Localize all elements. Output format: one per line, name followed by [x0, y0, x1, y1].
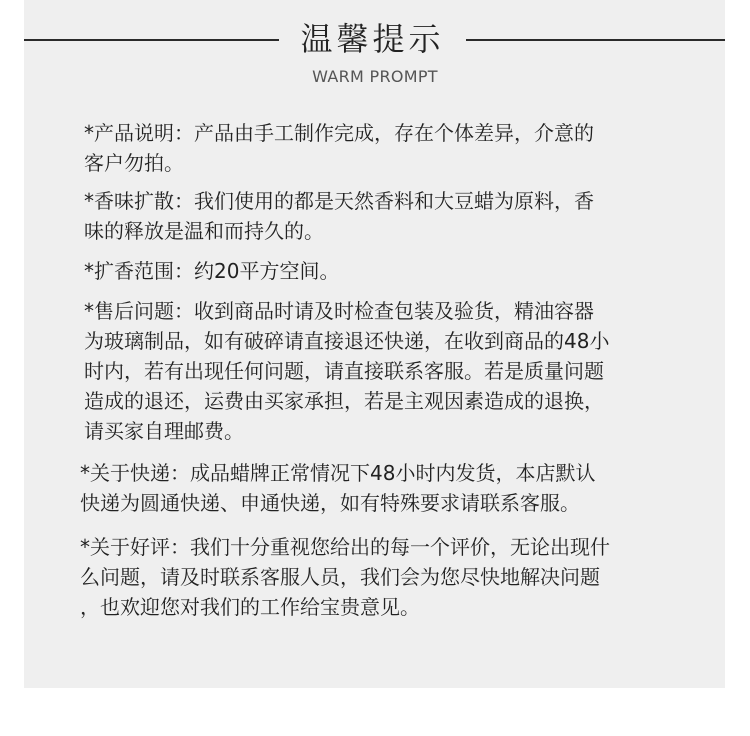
note-shipping: [80, 458, 595, 518]
note-line: 为玻璃制品，如有破碎请直接退还快递，在收到商品的48小: [84, 329, 610, 353]
note-line: 快递为圆通快递、申通快递，如有特殊要求请联系客服。: [80, 491, 580, 515]
page-title: 温馨提示: [300, 20, 445, 58]
note-line: 味的释放是温和而持久的。: [84, 219, 324, 243]
note-line: 请买家自理邮费。: [84, 419, 244, 443]
note-after-sales: [84, 296, 609, 446]
note-line: *售后问题：收到商品时请及时检查包装及验货，精油容器: [84, 299, 594, 323]
note-line: ，也欢迎您对我们的工作给宝贵意见。: [80, 595, 420, 619]
note-fragrance-diffusion: [84, 186, 594, 246]
note-line: 时内，若有出现任何问题，请直接联系客服。若是质量问题: [84, 359, 604, 383]
note-line: *扩香范围：约20平方空间。: [84, 259, 340, 283]
title-divider-left: [24, 39, 279, 41]
page-subtitle: WARM PROMPT: [312, 67, 438, 86]
note-line: 造成的退还，运费由买家承担，若是主观因素造成的退换，: [84, 389, 604, 413]
note-line: 么问题，请及时联系客服人员，我们会为您尽快地解决问题: [80, 565, 600, 589]
note-product-description: [84, 118, 594, 178]
note-line: *香味扩散：我们使用的都是天然香料和大豆蜡为原料，香: [84, 189, 594, 213]
note-line: 客户勿拍。: [84, 151, 184, 175]
note-line: *关于快递：成品蜡牌正常情况下48小时内发货，本店默认: [80, 461, 596, 485]
note-reviews: [80, 532, 610, 622]
title-divider-right: [466, 39, 725, 41]
note-line: *关于好评：我们十分重视您给出的每一个评价，无论出现什: [80, 535, 610, 559]
note-fragrance-range: [84, 256, 339, 286]
note-line: *产品说明：产品由手工制作完成，存在个体差异，介意的: [84, 121, 594, 145]
